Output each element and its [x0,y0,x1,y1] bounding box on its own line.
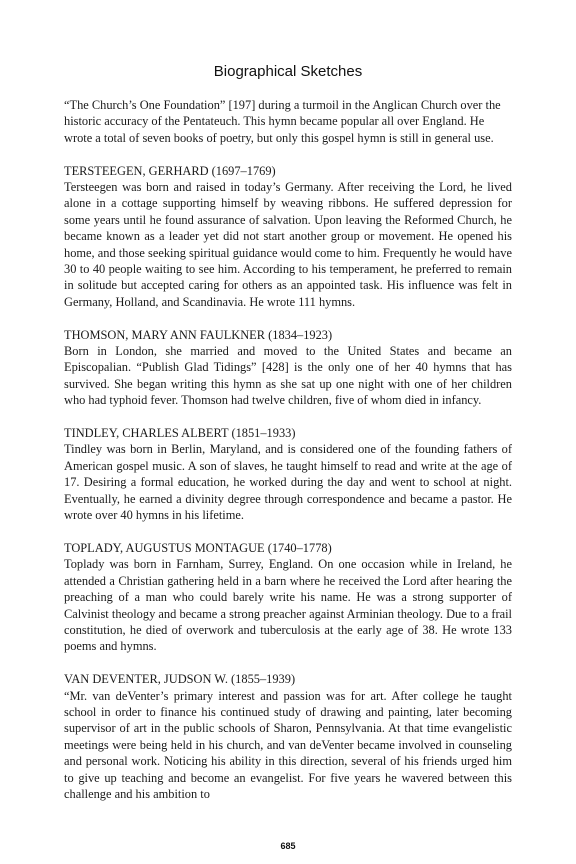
biography-entry-van-deventer [64,671,512,802]
page-number: 685 [280,841,296,851]
entry-body: Born in London, she married and moved to the United States and became an Episcopalian. “Publish Glad Tidings” [428] is the only one of her 40 hymns that has survived. She began writing this hymn as she sat up one night with one of her children who had typhoid fever. Thomson had twelve children, five of whom died in infancy. [64,344,512,408]
entry-body: “Mr. van deVenter’s primary interest and passion was for art. After college he taught school in order to finance his continued study of drawing and painting, later becoming supervisor of art in the public schools of Sharon, Pennsylvania. At that time evangelistic meetings were being held in his church, and van deVenter became involved in counseling and personal work. Noticing his ability in this direction, several of his friends urged him to give up teaching and become an evangelist. For five years he wavered between this challenge and his ambition to [64,688,512,801]
biography-entry-tersteegen [64,163,512,311]
entry-heading: TOPLADY, AUGUSTUS MONTAGUE (1740–1778) [64,540,332,555]
entry-heading: TERSTEEGEN, GERHARD (1697–1769) [64,163,276,178]
entry-body: Tersteegen was born and raised in today’s Germany. After receiving the Lord, he lived alone in a cottage supporting himself by weaving ribbons. He suffered depression for some years until he found assurance of salvation. Upon leaving the Reformed Church, he became known as a leader yet did not start another group or movement. He opened his home, and those seeking spiritual guidance would come to him. Frequently he would have 30 to 40 people waiting to see him. According to his temperament, he preferred to remain in solitude but accepted caring for others as an appointed task. His influence was felt in Germany, Holland, and Scandinavia. He wrote 111 hymns. [64,180,512,309]
intro-paragraph: “The Church’s One Foundation” [197] during a turmoil in the Anglican Church over the historic accuracy of the Pentateuch. This hymn became popular all over England. He wrote a total of seven books of poetry, but only this gospel hymn is still in general use. [64,98,501,145]
biography-entry-tindley [64,425,512,523]
entry-heading: THOMSON, MARY ANN FAULKNER (1834–1923) [64,327,333,342]
entry-heading: VAN DEVENTER, JUDSON W. (1855–1939) [64,672,296,687]
document-body [64,97,512,819]
entry-heading: TINDLEY, CHARLES ALBERT (1851–1933) [64,426,296,441]
biography-entry-toplady [64,540,512,655]
page-title: Biographical Sketches [213,63,363,80]
entry-body: Toplady was born in Farnham, Surrey, England. On one occasion while in Ireland, he attended a Christian gathering held in a barn where he received the Lord after hearing the preaching of a man who could barely write his name. He was a strong supporter of Calvinist theology and became a strong preacher against Arminian theology. Due to a frail constitution, he died of overwork and tuberculosis at the early age of 38. He wrote 133 poems and hymns. [64,557,512,654]
entry-body: Tindley was born in Berlin, Maryland, and is considered one of the founding fathers of American gospel music. A son of slaves, he taught himself to read and write at the age of 17. Desiring a formal education, he worked during the day and went to school at night. Eventually, he earned a divinity degree through correspondence and became a pastor. He wrote over 40 hymns in his lifetime. [64,442,512,523]
biography-entry-thomson [64,327,512,409]
